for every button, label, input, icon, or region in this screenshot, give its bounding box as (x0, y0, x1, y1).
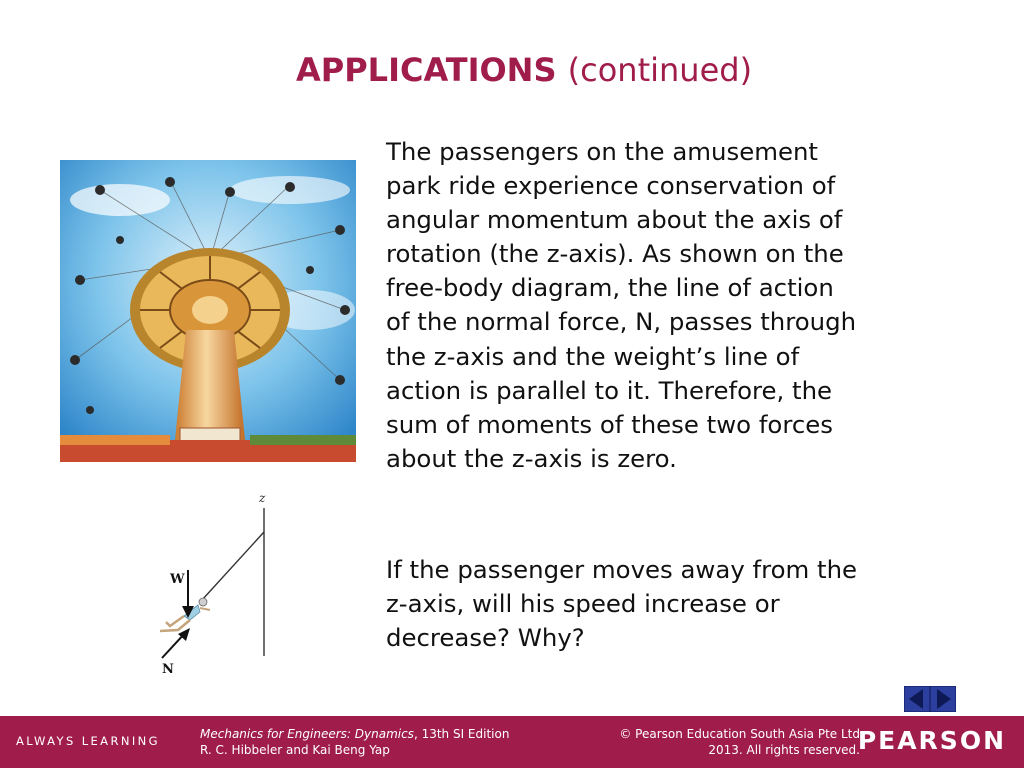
paragraph-line: decrease? Why? (386, 623, 585, 653)
paragraph-question (386, 553, 956, 655)
book-edition: , 13th SI Edition (413, 727, 510, 741)
footer-tagline: ALWAYS LEARNING (16, 734, 160, 748)
nav-back-button[interactable] (904, 686, 930, 712)
paragraph-line: park ride experience conservation of (386, 171, 836, 201)
z-axis-label: z (259, 491, 266, 505)
weight-label: W (170, 572, 185, 587)
paragraph-line: z-axis, will his speed increase or (386, 589, 780, 619)
footer-credit (200, 726, 509, 758)
paragraph-line: of the normal force, N, passes through (386, 307, 857, 337)
footer-copyright (619, 726, 860, 758)
paragraph-line: If the passenger moves away from the (386, 555, 858, 584)
slide-title-rest: (continued) (567, 51, 753, 89)
slide-title (296, 50, 752, 90)
slide-nav-buttons[interactable] (904, 686, 956, 712)
paragraph-line: the z-axis and the weight’s line of (386, 341, 800, 371)
paragraph-line: rotation (the z-axis). As shown on the (386, 239, 844, 269)
copyright-line-2: 2013. All rights reserved. (708, 743, 860, 757)
paragraph-line: action is parallel to it. Therefore, the (386, 375, 833, 405)
normal-label: N (162, 662, 174, 677)
paragraph-explanation (386, 135, 956, 476)
rope-line (202, 532, 264, 600)
paragraph-line: angular momentum about the axis of (386, 205, 843, 235)
paragraph-line: sum of moments of these two forces (386, 409, 833, 439)
free-body-diagram (140, 488, 290, 678)
paragraph-line: about the z-axis is zero. (386, 443, 677, 473)
book-title: Mechanics for Engineers: Dynamics (200, 727, 414, 741)
slide-title-bold: APPLICATIONS (296, 51, 557, 89)
brand-logo: PEARSON (857, 726, 1006, 755)
copyright-line-1: © Pearson Education South Asia Pte Ltd (619, 727, 860, 741)
paragraph-line: free-body diagram, the line of action (386, 273, 834, 303)
passenger-figure (160, 598, 210, 631)
amusement-ride-photo (60, 160, 356, 462)
book-authors: R. C. Hibbeler and Kai Beng Yap (200, 743, 390, 757)
footer-bar (0, 716, 1024, 768)
nav-forward-button[interactable] (930, 686, 956, 712)
paragraph-line: The passengers on the amusement (386, 137, 818, 166)
